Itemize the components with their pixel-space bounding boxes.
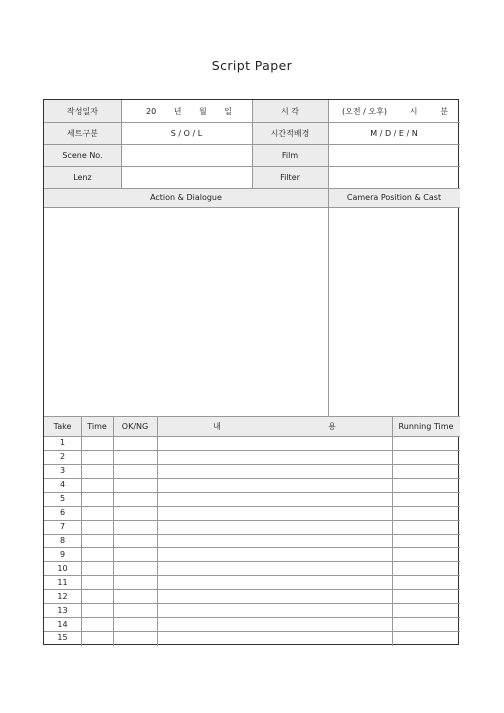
column-header-ok-ng: OK/NG xyxy=(121,421,149,431)
page-title: Script Paper xyxy=(211,58,293,73)
time-field[interactable] xyxy=(336,100,454,122)
label-filter: Filter xyxy=(280,172,300,182)
label-time: 시 각 xyxy=(281,106,299,116)
table-row[interactable] xyxy=(44,436,460,450)
take-number: 6 xyxy=(59,508,66,518)
date-month-unit: 월 xyxy=(198,106,207,116)
label-set-type: 세트구분 xyxy=(67,128,98,138)
take-number: 15 xyxy=(57,633,68,643)
camera-position-header: Camera Position & Cast xyxy=(346,193,442,202)
date-year-unit: 년 xyxy=(173,106,182,116)
table-row[interactable] xyxy=(44,534,460,548)
column-header-time: Time xyxy=(87,421,107,431)
film-field[interactable] xyxy=(328,144,460,166)
column-header-content-1: 내 xyxy=(213,421,221,431)
take-number: 10 xyxy=(57,563,68,573)
time-ampm: (오전 / 오후) xyxy=(342,106,387,116)
table-row[interactable] xyxy=(44,617,460,631)
take-number: 1 xyxy=(59,438,66,448)
date-field[interactable] xyxy=(140,100,238,122)
script-form xyxy=(43,99,459,645)
time-minute-unit: 분 xyxy=(440,106,448,116)
table-row[interactable] xyxy=(44,603,460,617)
label-scene-no: Scene No. xyxy=(62,150,103,160)
table-row[interactable] xyxy=(44,631,460,645)
table-row[interactable] xyxy=(44,464,460,478)
table-row[interactable] xyxy=(44,561,460,575)
label-lenz: Lenz xyxy=(73,172,92,182)
table-row[interactable] xyxy=(44,506,460,520)
table-row[interactable] xyxy=(44,575,460,589)
take-number: 3 xyxy=(59,466,66,476)
action-dialogue-area[interactable] xyxy=(44,208,328,416)
take-number: 9 xyxy=(59,549,66,559)
label-written-date: 작성일자 xyxy=(67,106,98,116)
scene-no-field[interactable] xyxy=(121,144,252,166)
column-header-running-time: Running Time xyxy=(398,421,454,431)
take-number: 8 xyxy=(59,535,66,545)
column-header-content-2: 용 xyxy=(328,421,336,431)
take-number: 5 xyxy=(59,494,66,504)
table-row[interactable] xyxy=(44,478,460,492)
column-header-take: Take xyxy=(53,421,72,431)
date-day-unit: 일 xyxy=(224,106,232,116)
date-prefix: 20 xyxy=(146,106,157,116)
take-number: 4 xyxy=(59,480,66,490)
action-dialogue-header: Action & Dialogue xyxy=(150,193,222,202)
set-type-options[interactable]: S / O / L xyxy=(170,128,203,138)
time-setting-options[interactable]: M / D / E / N xyxy=(370,128,418,138)
table-row[interactable] xyxy=(44,450,460,464)
lenz-field[interactable] xyxy=(121,166,252,188)
table-row[interactable] xyxy=(44,547,460,561)
take-number: 2 xyxy=(59,452,66,462)
table-row[interactable] xyxy=(44,520,460,534)
label-time-setting: 시간적배경 xyxy=(270,128,310,138)
camera-position-area[interactable] xyxy=(329,208,460,416)
label-film: Film xyxy=(281,150,299,160)
take-number: 11 xyxy=(57,577,68,587)
take-number: 12 xyxy=(57,591,68,601)
take-number: 13 xyxy=(57,605,68,615)
table-row[interactable] xyxy=(44,492,460,506)
table-row[interactable] xyxy=(44,589,460,603)
take-number: 14 xyxy=(57,619,68,629)
filter-field[interactable] xyxy=(328,166,460,188)
take-number: 7 xyxy=(59,522,66,532)
time-hour-unit: 시 xyxy=(409,106,418,116)
